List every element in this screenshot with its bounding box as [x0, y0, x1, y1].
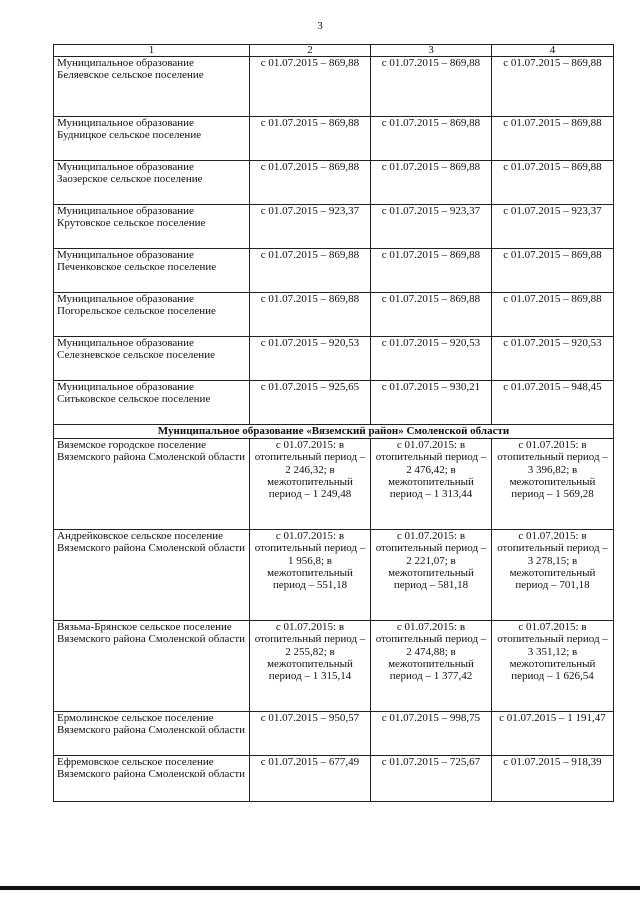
settlement-name: Муниципальное образование Печенковское сельское поселение: [54, 249, 250, 293]
settlement-name: Вяземское городское поселение Вяземского района Смоленской области: [54, 439, 250, 530]
settlement-name: Ефремовское сельское поселение Вяземского района Смоленской области: [54, 756, 250, 802]
tariff-value: с 01.07.2015 – 725,67: [371, 756, 492, 802]
page-bottom-rule: [0, 886, 640, 890]
table-row: [54, 161, 614, 205]
page-number: 3: [317, 20, 323, 32]
settlement-name: Муниципальное образование Погорельское сельское поселение: [54, 293, 250, 337]
tariff-value: с 01.07.2015 – 923,37: [250, 205, 371, 249]
tariff-value: с 01.07.2015 – 869,88: [371, 57, 492, 117]
tariff-value: с 01.07.2015 – 869,88: [250, 161, 371, 205]
tariff-value: с 01.07.2015: в отопительный период – 3 278,15; в межотопительный период – 701,18: [492, 530, 614, 621]
tariff-value: с 01.07.2015 – 869,88: [492, 161, 614, 205]
tariff-value: с 01.07.2015 – 869,88: [492, 117, 614, 161]
tariff-value: с 01.07.2015 – 923,37: [492, 205, 614, 249]
table-row: [54, 712, 614, 756]
table-row: [54, 249, 614, 293]
table-row: [54, 117, 614, 161]
tariff-value: с 01.07.2015: в отопительный период – 3 351,12; в межотопительный период – 1 626,54: [492, 621, 614, 712]
tariff-value: с 01.07.2015: в отопительный период – 1 956,8; в межотопительный период – 551,18: [250, 530, 371, 621]
tariff-value: с 01.07.2015 – 869,88: [250, 249, 371, 293]
tariff-value: с 01.07.2015 – 920,53: [492, 337, 614, 381]
settlement-name: Муниципальное образование Будницкое сельское поселение: [54, 117, 250, 161]
settlement-name: Ермолинское сельское поселение Вяземского района Смоленской области: [54, 712, 250, 756]
tariff-table: [53, 44, 614, 802]
table-header-row: [54, 45, 614, 57]
tariff-value: с 01.07.2015: в отопительный период – 3 396,82; в межотопительный период – 1 569,28: [492, 439, 614, 530]
table-row: [54, 381, 614, 425]
settlement-name: Вязьма-Брянское сельское поселение Вяземского района Смоленской области: [54, 621, 250, 712]
column-header: 1: [54, 45, 250, 57]
settlement-name: Муниципальное образование Крутовское сельское поселение: [54, 205, 250, 249]
tariff-value: с 01.07.2015 – 869,88: [371, 249, 492, 293]
table-row: [54, 205, 614, 249]
tariff-value: с 01.07.2015: в отопительный период – 2 246,32; в межотопительный период – 1 249,48: [250, 439, 371, 530]
tariff-value: с 01.07.2015: в отопительный период – 2 474,88; в межотопительный период – 1 377,42: [371, 621, 492, 712]
tariff-value: с 01.07.2015: в отопительный период – 2 476,42; в межотопительный период – 1 313,44: [371, 439, 492, 530]
table-row: [54, 57, 614, 117]
tariff-value: с 01.07.2015 – 869,88: [250, 57, 371, 117]
settlement-name: Муниципальное образование Ситьковское сельское поселение: [54, 381, 250, 425]
column-header: 4: [492, 45, 614, 57]
column-header: 3: [371, 45, 492, 57]
settlement-name: Муниципальное образование Заозерское сельское поселение: [54, 161, 250, 205]
table-row: [54, 293, 614, 337]
tariff-value: с 01.07.2015 – 998,75: [371, 712, 492, 756]
tariff-value: с 01.07.2015 – 869,88: [371, 293, 492, 337]
tariff-value: с 01.07.2015 – 1 191,47: [492, 712, 614, 756]
tariff-value: с 01.07.2015 – 869,88: [492, 57, 614, 117]
tariff-value: с 01.07.2015 – 920,53: [371, 337, 492, 381]
tariff-value: с 01.07.2015 – 920,53: [250, 337, 371, 381]
tariff-value: с 01.07.2015 – 948,45: [492, 381, 614, 425]
table-row: [54, 337, 614, 381]
tariff-value: с 01.07.2015: в отопительный период – 2 221,07; в межотопительный период – 581,18: [371, 530, 492, 621]
section-header-row: [54, 425, 614, 439]
tariff-value: с 01.07.2015 – 869,88: [371, 161, 492, 205]
section-title: Муниципальное образование «Вяземский район» Смоленской области: [54, 425, 614, 439]
tariff-value: с 01.07.2015 – 923,37: [371, 205, 492, 249]
tariff-value: с 01.07.2015 – 950,57: [250, 712, 371, 756]
tariff-value: с 01.07.2015 – 930,21: [371, 381, 492, 425]
table-row: [54, 439, 614, 530]
tariff-value: с 01.07.2015 – 869,88: [492, 293, 614, 337]
tariff-value: с 01.07.2015 – 918,39: [492, 756, 614, 802]
column-header: 2: [250, 45, 371, 57]
table-row: [54, 530, 614, 621]
tariff-value: с 01.07.2015 – 869,88: [492, 249, 614, 293]
tariff-value: с 01.07.2015: в отопительный период – 2 255,82; в межотопительный период – 1 315,14: [250, 621, 371, 712]
tariff-value: с 01.07.2015 – 869,88: [371, 117, 492, 161]
settlement-name: Муниципальное образование Беляевское сельское поселение: [54, 57, 250, 117]
settlement-name: Муниципальное образование Селезневское сельское поселение: [54, 337, 250, 381]
table-row: [54, 621, 614, 712]
tariff-value: с 01.07.2015 – 677,49: [250, 756, 371, 802]
tariff-value: с 01.07.2015 – 925,65: [250, 381, 371, 425]
settlement-name: Андрейковское сельское поселение Вяземского района Смоленской области: [54, 530, 250, 621]
tariff-value: с 01.07.2015 – 869,88: [250, 293, 371, 337]
table-row: [54, 756, 614, 802]
tariff-value: с 01.07.2015 – 869,88: [250, 117, 371, 161]
